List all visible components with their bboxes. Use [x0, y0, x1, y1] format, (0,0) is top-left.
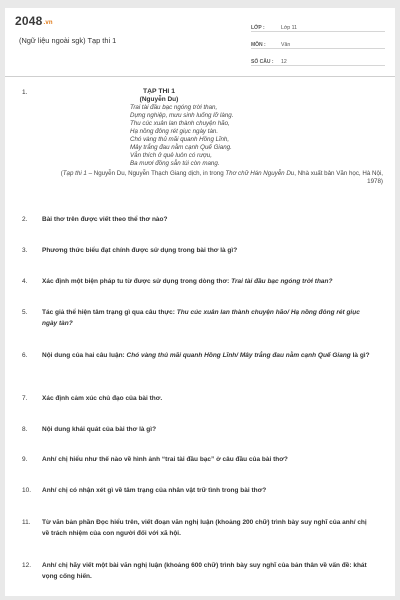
question-text: Anh/ chị hãy viết một bài văn nghị luận (khoảng 600 chữ) trình bày suy nghĩ của bản thân về vấn đề: khát vọng cống hiến.	[42, 562, 367, 580]
question-text: Từ văn bản phần Đọc hiểu trên, viết đoạn văn nghị luận (khoảng 200 chữ) trình bày suy nghĩ của anh/ chị về trách nhiệm của con người đối với xã hội.	[42, 519, 367, 537]
meta-row-count	[251, 49, 385, 66]
site-logo[interactable]	[15, 14, 53, 28]
source-book: Thơ chữ Hán Nguyễn Du	[225, 170, 295, 177]
question-quote: Trai tài đầu bạc ngóng trời than?	[231, 278, 333, 285]
question-text: Xác định một biện pháp tu từ được sử dụng trong dòng thơ:	[42, 278, 232, 285]
question-number: 7.	[22, 395, 28, 402]
question-text: Phương thức biểu đạt chính được sử dụng trong bài thơ là gì?	[42, 247, 238, 254]
poem-author: (Nguyễn Du)	[139, 96, 179, 103]
logo-suffix: .vn	[43, 20, 53, 26]
question-text: Anh/ chị hiểu như thế nào về hình ảnh “trai tài đầu bạc” ở câu đầu của bài thơ?	[42, 456, 288, 463]
question-tail: là gì?	[350, 352, 370, 359]
question-number: 12.	[22, 562, 32, 569]
question-number: 2.	[22, 216, 28, 223]
question-number: 6.	[22, 352, 28, 359]
source-poem-name: Tạp thi 1	[62, 170, 87, 177]
question-text: Nội dung của hai câu luận:	[42, 352, 127, 359]
question-number: 3.	[22, 247, 28, 254]
poem-line: Trai tài đầu bạc ngóng trời than,	[130, 104, 218, 111]
meta-row-subject	[251, 32, 385, 49]
poem-line: Ba mươi đồng sẵn túi còn mang.	[130, 160, 220, 167]
question-number: 1.	[22, 89, 28, 96]
poem-line: Mây trắng đau nằm cạnh Quế Giang.	[130, 144, 232, 151]
question-number: 10.	[22, 487, 32, 494]
question-text: Bài thơ trên được viết theo thể thơ nào?	[42, 216, 168, 223]
poem	[115, 88, 375, 168]
meta-value: Văn	[281, 42, 291, 48]
question-number: 9.	[22, 456, 28, 463]
meta-value: Lớp 11	[281, 25, 297, 31]
meta-label: MÔN :	[251, 42, 266, 48]
meta-table	[251, 15, 385, 66]
document-title: (Ngữ liệu ngoài sgk) Tạp thi 1	[19, 36, 117, 45]
meta-label: SỐ CÂU :	[251, 59, 274, 65]
question-number: 11.	[22, 519, 31, 526]
poem-line: Vẫn thích ở quê luôn có rượu,	[130, 152, 212, 159]
poem-source: (Tạp thi 1 – Nguyễn Du, Nguyễn Thạch Giang dịch, in trong Thơ chữ Hán Nguyễn Du, Nhà xuất bản Văn học, Hà Nội, 1978)	[60, 170, 383, 185]
poem-line: Dựng nghiệp, mưu sinh luống lỡ làng.	[130, 112, 234, 119]
meta-row-class	[251, 15, 385, 32]
question-text-wrap	[42, 307, 372, 329]
question-number: 8.	[22, 426, 28, 433]
poem-title: TẠP THI 1	[143, 88, 175, 95]
meta-value: 12	[281, 59, 287, 65]
source-publisher: , Nhà xuất bản Văn học, Hà Nội, 1978)	[294, 170, 383, 185]
question-text: Anh/ chị có nhận xét gì về tâm trạng của nhân vật trữ tình trong bài thơ?	[42, 487, 267, 494]
question-text-wrap	[42, 276, 372, 287]
question-text: Xác định cảm xúc chủ đạo của bài thơ.	[42, 395, 163, 402]
question-number: 4.	[22, 278, 28, 285]
question-text: Nội dung khái quát của bài thơ là gì?	[42, 426, 157, 433]
logo-number: 2048	[15, 14, 43, 28]
worksheet-page	[5, 8, 395, 596]
poem-line: Hạ nồng đông rét giục ngày tàn.	[130, 128, 219, 135]
header	[5, 8, 395, 77]
question-quote: Chó vàng thủ mãi quanh Hồng Lĩnh/ Mây trắng đau nằm cạnh Quế Giang	[126, 352, 351, 359]
poem-line: Thu cúc xuân lan thành chuyện hão,	[130, 120, 230, 127]
poem-line: Chó vàng thủ mãi quanh Hồng Lĩnh,	[130, 136, 230, 143]
question-text: Tác giả thể hiện tâm trạng gì qua câu thực:	[42, 309, 177, 316]
source-translator: – Nguyễn Du, Nguyễn Thạch Giang dịch, in trong	[86, 170, 226, 177]
question-number: 5.	[22, 309, 28, 316]
question-text-wrap	[42, 350, 372, 361]
meta-label: LỚP :	[251, 25, 265, 31]
question-quote: Thu cúc xuân lan thành chuyện hão/ Hạ nồng đông rét giục ngày tàn?	[42, 309, 360, 327]
